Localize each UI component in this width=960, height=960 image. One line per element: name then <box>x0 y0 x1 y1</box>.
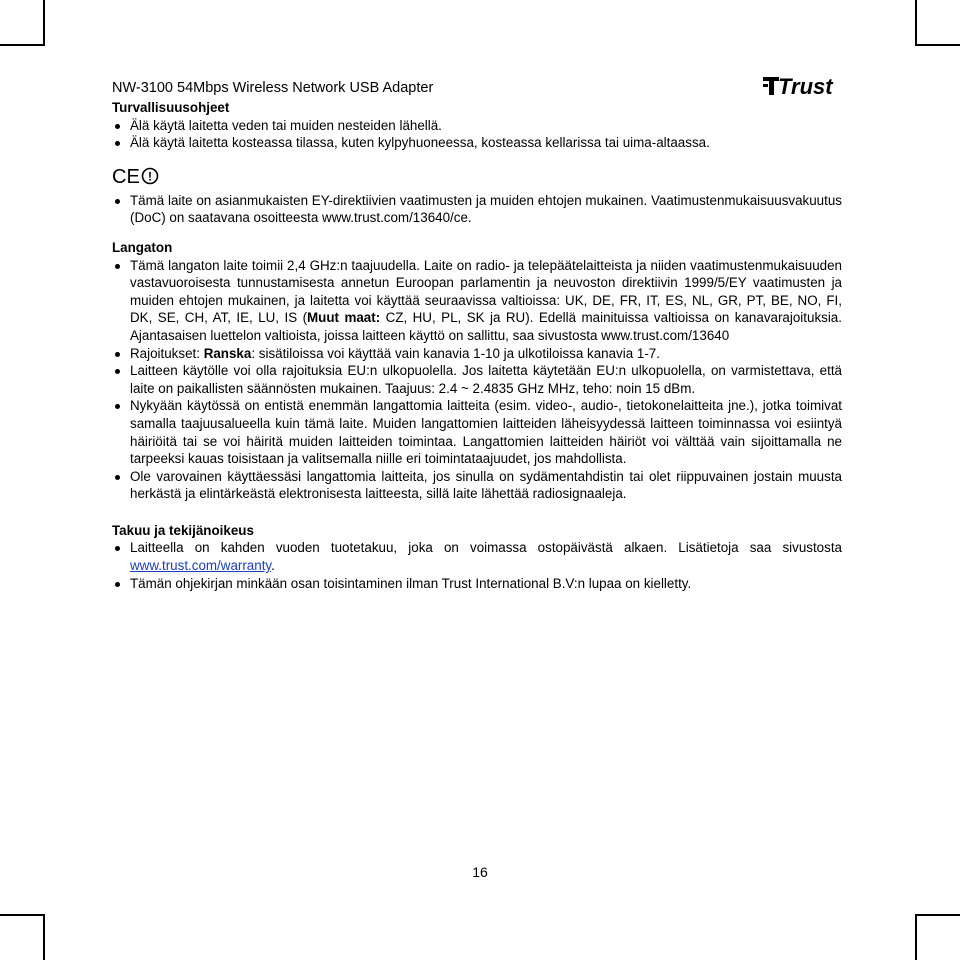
crop-mark-bottom-right-v <box>915 914 917 960</box>
svg-text:Trust: Trust <box>778 74 833 98</box>
safety-item: Älä käytä laitetta kosteassa tilassa, kuten kylpyhuoneessa, kosteassa kellarissa tai uima-altaassa. <box>112 134 842 152</box>
wireless-item: Ole varovainen käyttäessäsi langattomia laitteita, jos sinulla on sydämentahdistin tai olet riippuvainen jostain muusta herkästä ja elintärkeästä elektronisesta laitteesta, sillä laite lähettää radiosignaaleja. <box>112 468 842 503</box>
wireless-list <box>112 257 842 503</box>
document-title: NW-3100 54Mbps Wireless Network USB Adapter <box>112 80 434 96</box>
crop-mark-bottom-left-h <box>0 914 45 916</box>
page-number: 16 <box>472 864 488 880</box>
trust-logo <box>763 74 845 98</box>
crop-mark-bottom-right-h <box>915 914 960 916</box>
warranty-item: Tämän ohjekirjan minkään osan toisintaminen ilman Trust International B.V:n lupaa on kielletty. <box>112 575 842 593</box>
warranty-link[interactable]: www.trust.com/warranty <box>130 558 272 574</box>
spacer <box>112 227 842 239</box>
wireless-item: Rajoitukset: Ranska: sisätiloissa voi käyttää vain kanavia 1-10 ja ulkotiloissa kanavia 1-7. <box>112 345 842 363</box>
safety-item: Älä käytä laitetta veden tai muiden nesteiden lähellä. <box>112 117 842 135</box>
crop-mark-top-right-h <box>915 44 960 46</box>
wireless-item: Laitteen käytölle voi olla rajoituksia EU:n ulkopuolella. Jos laitetta käytetään EU:n ulkopuolella, on varmistettava, että laite on paikallisten säännösten mukainen. Taajuus: 2.4 ~ 2.4835 GHz MHz, teho: noin 15 dBm. <box>112 362 842 397</box>
warranty-heading: Takuu ja tekijänoikeus <box>112 522 254 538</box>
safety-heading: Turvallisuusohjeet <box>112 100 230 115</box>
page-content <box>112 99 842 592</box>
warranty-item: Laitteella on kahden vuoden tuotetakuu, joka on voimassa ostopäivästä alkaen. Lisätietoja saa sivustosta www.trust.com/warranty. <box>112 539 842 574</box>
svg-text:CE: CE <box>112 165 140 186</box>
crop-mark-top-left-v <box>43 0 45 46</box>
crop-mark-top-left-h <box>0 44 45 46</box>
svg-text:!: ! <box>148 169 152 184</box>
ce-mark-row <box>112 152 842 192</box>
warranty-list <box>112 539 842 592</box>
wireless-item: Nykyään käytössä on entistä enemmän langattomia laitteita (esim. video-, audio-, tietokonelaitteita jne.), jotka toimivat samalla taajuusalueella kuin tämä laite. Muiden langattomien laitteiden läheisyydessä laitteen toiminnassa voi esiintyä häiriöitä tai se voi häiritä muiden laitteiden toimintaa. Langattomien laitteiden häiriöt voi välttää vain sijoittamalla ne tarpeeksi kauas toisistaan ja valitsemalla niille eri toimintataajuudet, jos mahdollista. <box>112 397 842 467</box>
crop-mark-bottom-left-v <box>43 914 45 960</box>
crop-mark-top-right-v <box>915 0 917 46</box>
conformity-list <box>112 192 842 227</box>
wireless-item: Tämä langaton laite toimii 2,4 GHz:n taajuudella. Laite on radio- ja telepäätelaitteista ja niiden vaatimustenmukaisuuden vastavuoroisesta tunnustamisesta annetun Euroopan parlamentin ja neuvoston direktiivin 1999/5/EY vaatimusten ja muiden ehtojen mukainen, ja laitetta voi käyttää seuraavissa valtioissa: UK, DE, FR, IT, ES, NL, GR, PT, BE, NO, FI, DK, SE, CH, AT, IE, LU, IS (Muut maat: CZ, HU, PL, SK ja RU). Edellä mainituissa valtioissa on kanavarajoituksia. Ajantasaisen luettelon valtioista, joissa laitteen käyttö on sallittu, saa sivustosta www.trust.com/13640 <box>112 257 842 345</box>
safety-list <box>112 117 842 152</box>
ce-mark-icon <box>112 166 160 186</box>
conformity-item: Tämä laite on asianmukaisten EY-direktiivien vaatimusten ja muiden ehtojen mukainen. Vaatimustenmukaisuusvakuutus (DoC) on saatavana osoitteesta www.trust.com/13640/ce. <box>112 192 842 227</box>
spacer <box>112 503 842 522</box>
wireless-heading: Langaton <box>112 239 173 255</box>
